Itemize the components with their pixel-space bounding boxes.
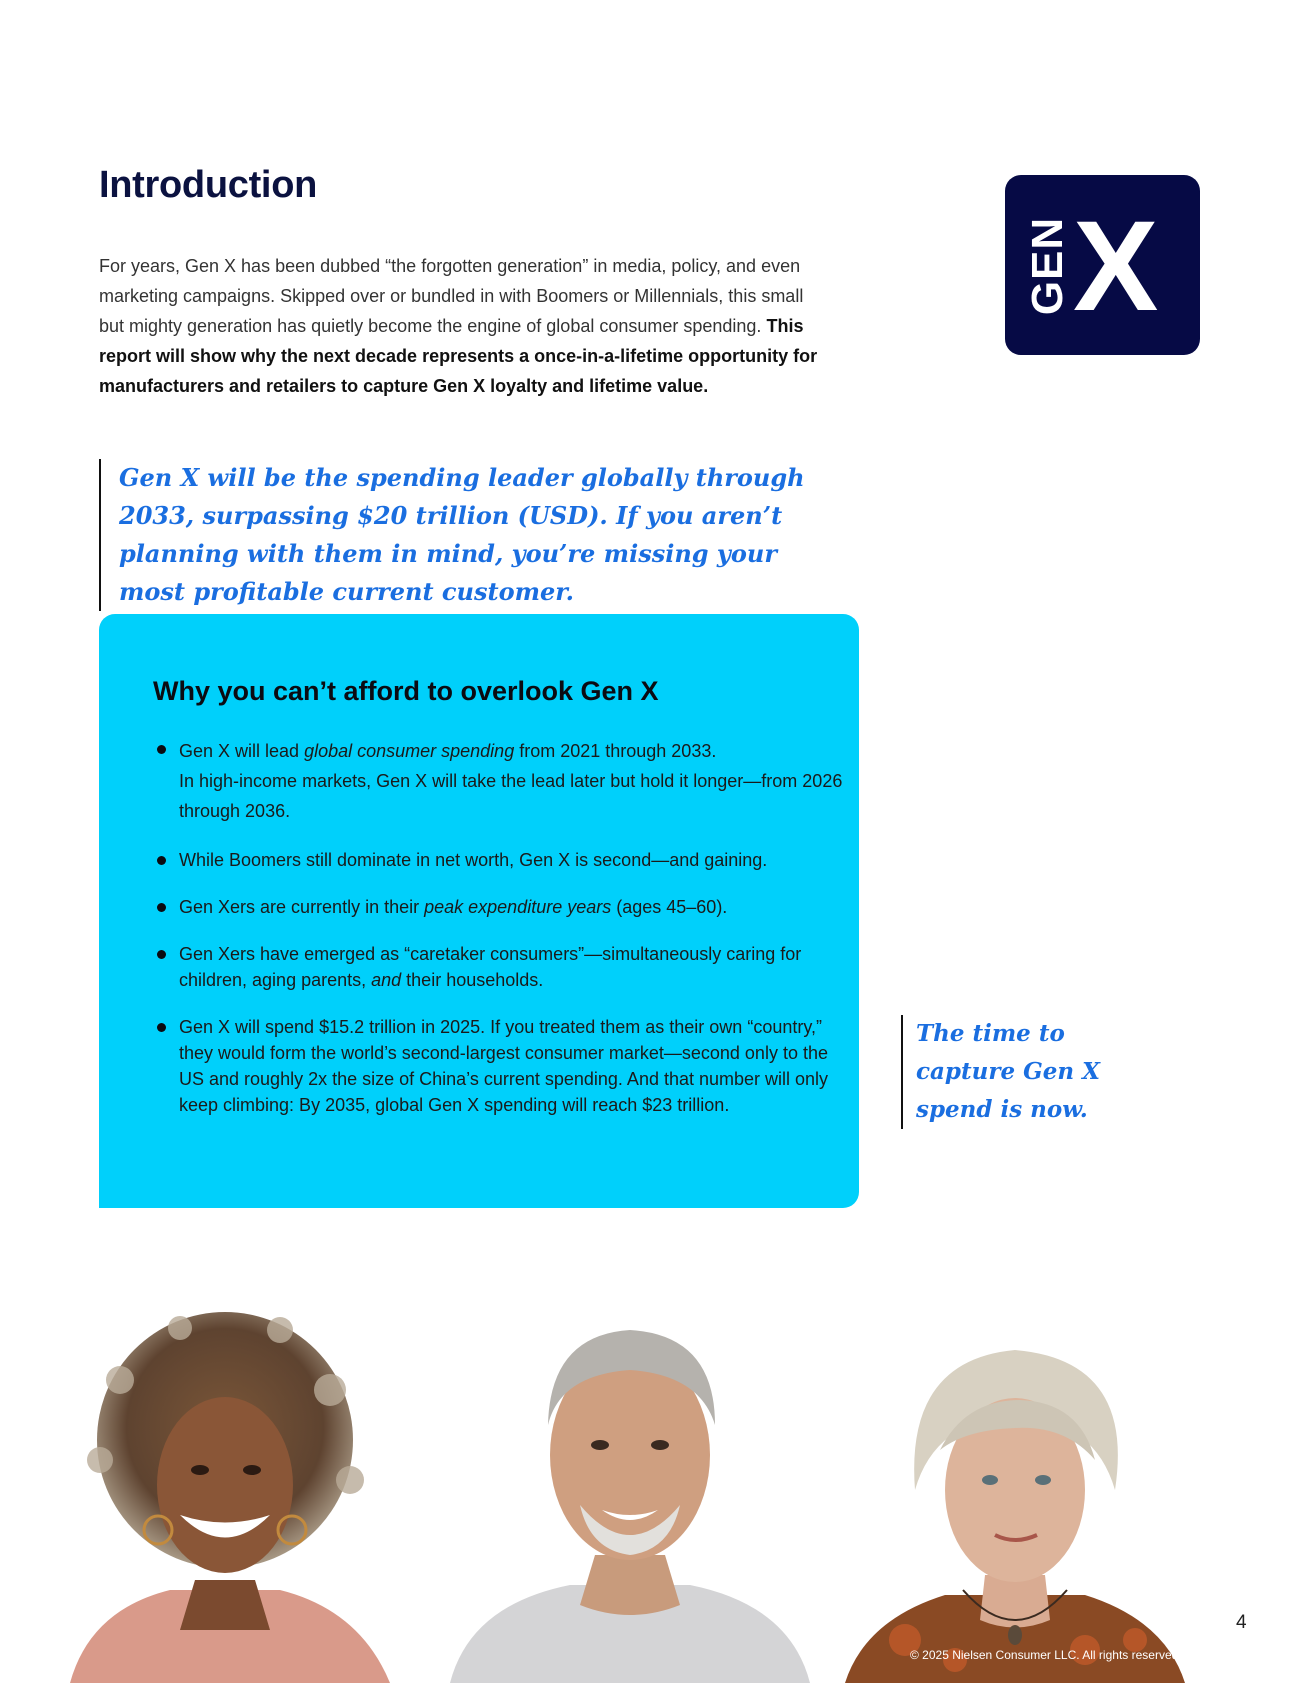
portrait-blonde-woman [845, 1340, 1185, 1683]
portrait-woman-curly-hair [30, 1310, 420, 1683]
intro-bold-text: This report will show why the next decade represents a once-in-a-lifetime opportunity for manufacturers and retailers to capture Gen X loyalty and lifetime value. [99, 316, 818, 396]
bullet-text: (ages 45–60). [611, 897, 728, 917]
side-quote: The time to capture Gen X spend is now. [901, 1015, 1131, 1129]
portrait-gray-haired-man [430, 1305, 830, 1683]
bullet-text: Gen Xers have emerged as “caretaker consumers”—simultaneously caring for children, aging parents, [179, 944, 802, 990]
bullet-text: Gen Xers are currently in their [179, 897, 425, 917]
bullet-emphasis: global consumer spending [304, 741, 515, 761]
bullet-item [153, 894, 843, 920]
page-title: Introduction [99, 164, 318, 206]
bullet-list [153, 736, 843, 1139]
bullet-emphasis: and [371, 970, 402, 990]
pull-quote: Gen X will be the spending leader globally through 2033, surpassing $20 trillion (USD). If you aren’t planning with them in mind, you’re missing your most profitable current customer. [99, 459, 819, 611]
intro-paragraph [99, 251, 829, 401]
bullet-text: Gen X will spend $15.2 trillion in 2025. If you treated them as their own “country,” they would form the world’s second-largest consumer market—second only to the US and roughly 2x the size of China’s current spending. And that number will only keep climbing: By 2035, global Gen X spending will reach $23 trillion. [179, 1017, 829, 1115]
bullet-item [153, 847, 843, 873]
bullet-text: While Boomers still dominate in net worth, Gen X is second—and gaining. [179, 850, 768, 870]
copyright-notice: © 2025 Nielsen Consumer LLC. All rights reserved. [910, 1648, 1182, 1662]
bullet-text: Gen X will lead [179, 741, 305, 761]
page-number: 4 [1236, 1612, 1247, 1633]
bullet-subtext: In high-income markets, Gen X will take the lead later but hold it longer—from 2026 through 2036. [179, 771, 843, 821]
bullet-item [153, 736, 843, 826]
bullet-text: their households. [401, 970, 544, 990]
bullet-text: from 2021 through 2033. [514, 741, 717, 761]
logo-x-text: X [1073, 195, 1159, 338]
bullet-item [153, 941, 843, 993]
gen-x-logo [1005, 175, 1200, 355]
bullet-emphasis: peak expenditure years [424, 897, 612, 917]
logo-gen-text: GEN [1023, 216, 1072, 316]
panel-title: Why you can’t afford to overlook Gen X [153, 676, 659, 706]
intro-text: For years, Gen X has been dubbed “the forgotten generation” in media, policy, and even marketing campaigns. Skipped over or bundled in with Boomers or Millennials, this small but mighty generation has quietly become the engine of global consumer spending. [99, 256, 804, 336]
bullet-item [153, 1014, 843, 1118]
highlight-panel [99, 614, 859, 1208]
